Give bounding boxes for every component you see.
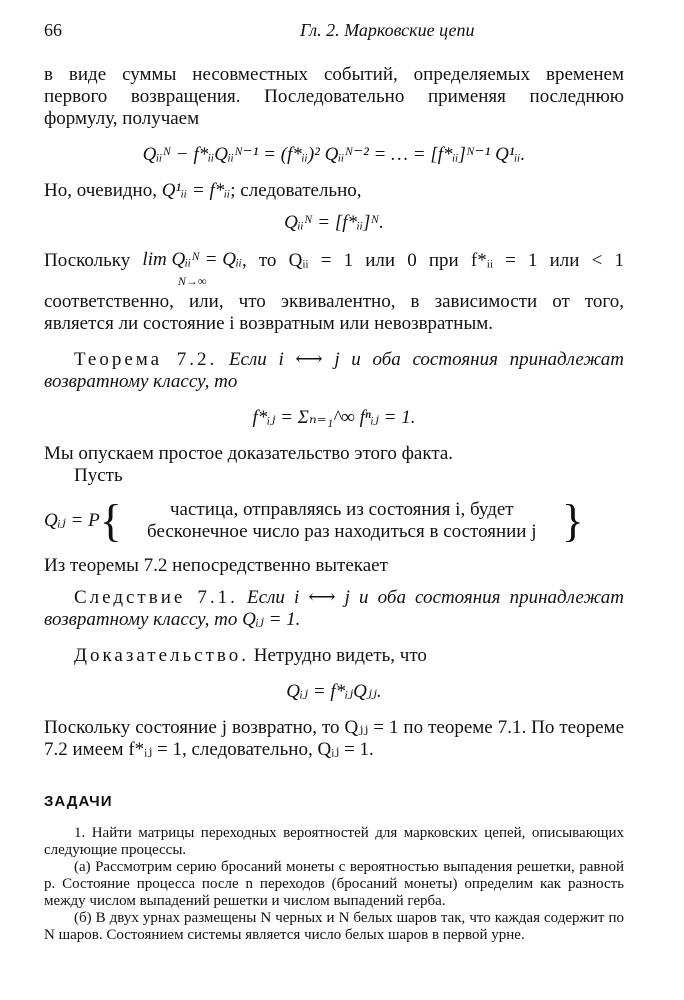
paragraph-4: Мы опускаем простое доказательство этого факта. [44,443,454,464]
running-title: Гл. 2. Марковские цепи [300,20,475,40]
corollary-text: Если i ⟷ j и оба состояния принадлежат возвратному классу, то Qᵢⱼ = 1. [44,587,625,630]
equation-recursion: Qᵢᵢᴺ − f*ᵢᵢQᵢᵢᴺ⁻¹ = (f*ᵢᵢ)² Qᵢᵢᴺ⁻² = … = [f*ᵢᵢ]ᴺ⁻¹ Q¹ᵢᵢ. [142,144,526,165]
paragraph-6: Из теоремы 7.2 непосредственно вытекает [44,555,388,576]
theorem-text: Если i ⟷ j и оба состояния принадлежат возвратному классу, то [44,349,625,392]
problems-title: ЗАДАЧИ [44,793,113,810]
limit-subscript: N→∞ [177,274,207,288]
corollary-label: Следствие 7.1. [74,587,238,608]
equation-power: Qᵢᵢᴺ = [f*ᵢᵢ]ᴺ. [284,212,384,233]
problem-item: (а) Рассмотрим серию бросаний монеты с вероятностью выпадения решетки, равной p. Состояние процесса после n переходов (бросаний монеты) определим как разность между числом выпадений решетки и числом выпадений герба. [44,859,624,909]
p3-text-a: Поскольку [44,250,143,271]
equation-sum: f*ᵢⱼ = Σₙ₌₁^∞ fⁿᵢⱼ = 1. [252,407,416,428]
proof-label: Доказательство. [74,645,249,666]
equation-proof: Qᵢⱼ = f*ᵢⱼQⱼⱼ. [286,681,382,702]
right-brace: } [561,495,584,546]
q-def-line-1: частица, отправляясь из состояния i, будет [169,499,514,520]
page-body [44,64,624,944]
left-brace: { [99,495,122,546]
page-number: 66 [44,20,62,40]
proof [44,645,624,667]
p2-text-c: ; следовательно, [230,180,362,201]
paragraph-3 [44,250,624,335]
p3-text-b: , то Qᵢᵢ = 1 или 0 при f*ᵢᵢ = 1 или < 1 соответственно, или, что эквивалентно, в зависимости от того, является ли состояние i возвратным или невозвратным. [44,250,624,334]
proof-text: Нетрудно видеть, что [249,645,427,666]
corollary-7-1 [44,587,624,631]
limit-expression [142,250,242,291]
p2-text-a: Но, очевидно, [44,180,162,201]
problem-item: 1. Найти матрицы переходных вероятностей для марковских цепей, описывающих следующие процессы. [44,825,624,858]
theorem-7-2 [44,349,624,393]
q-def-lhs: Qᵢⱼ = P [44,510,100,531]
theorem-label: Теорема 7.2. [74,349,218,370]
problems-section [44,791,624,944]
paragraph-5: Пусть [74,465,123,486]
limit-formula: lim Qᵢᵢᴺ = Qᵢᵢ [142,249,242,270]
q-def-line-2: бесконечное число раз находиться в состоянии j [147,521,537,542]
p2-formula: Q¹ᵢᵢ = f*ᵢᵢ [161,180,231,201]
q-definition [44,495,624,546]
paragraph-7: Поскольку состояние j возвратно, то Qⱼⱼ = 1 по теореме 7.1. По теореме 7.2 имеем f*ᵢⱼ = 1, следовательно, Qᵢⱼ = 1. [44,717,624,760]
problem-item: (б) В двух урнах размещены N черных и N белых шаров так, что каждая содержит по N шаров. Состоянием системы является число белых шаров в первой урне. [44,910,624,943]
page-header [44,20,618,40]
paragraph-1: в виде суммы несовместных событий, определяемых временем первого возвращения. Последовательно применяя последнюю формулу, получаем [44,64,624,129]
problems-list [44,825,624,944]
q-def-event [122,499,562,543]
paragraph-2 [44,180,624,202]
